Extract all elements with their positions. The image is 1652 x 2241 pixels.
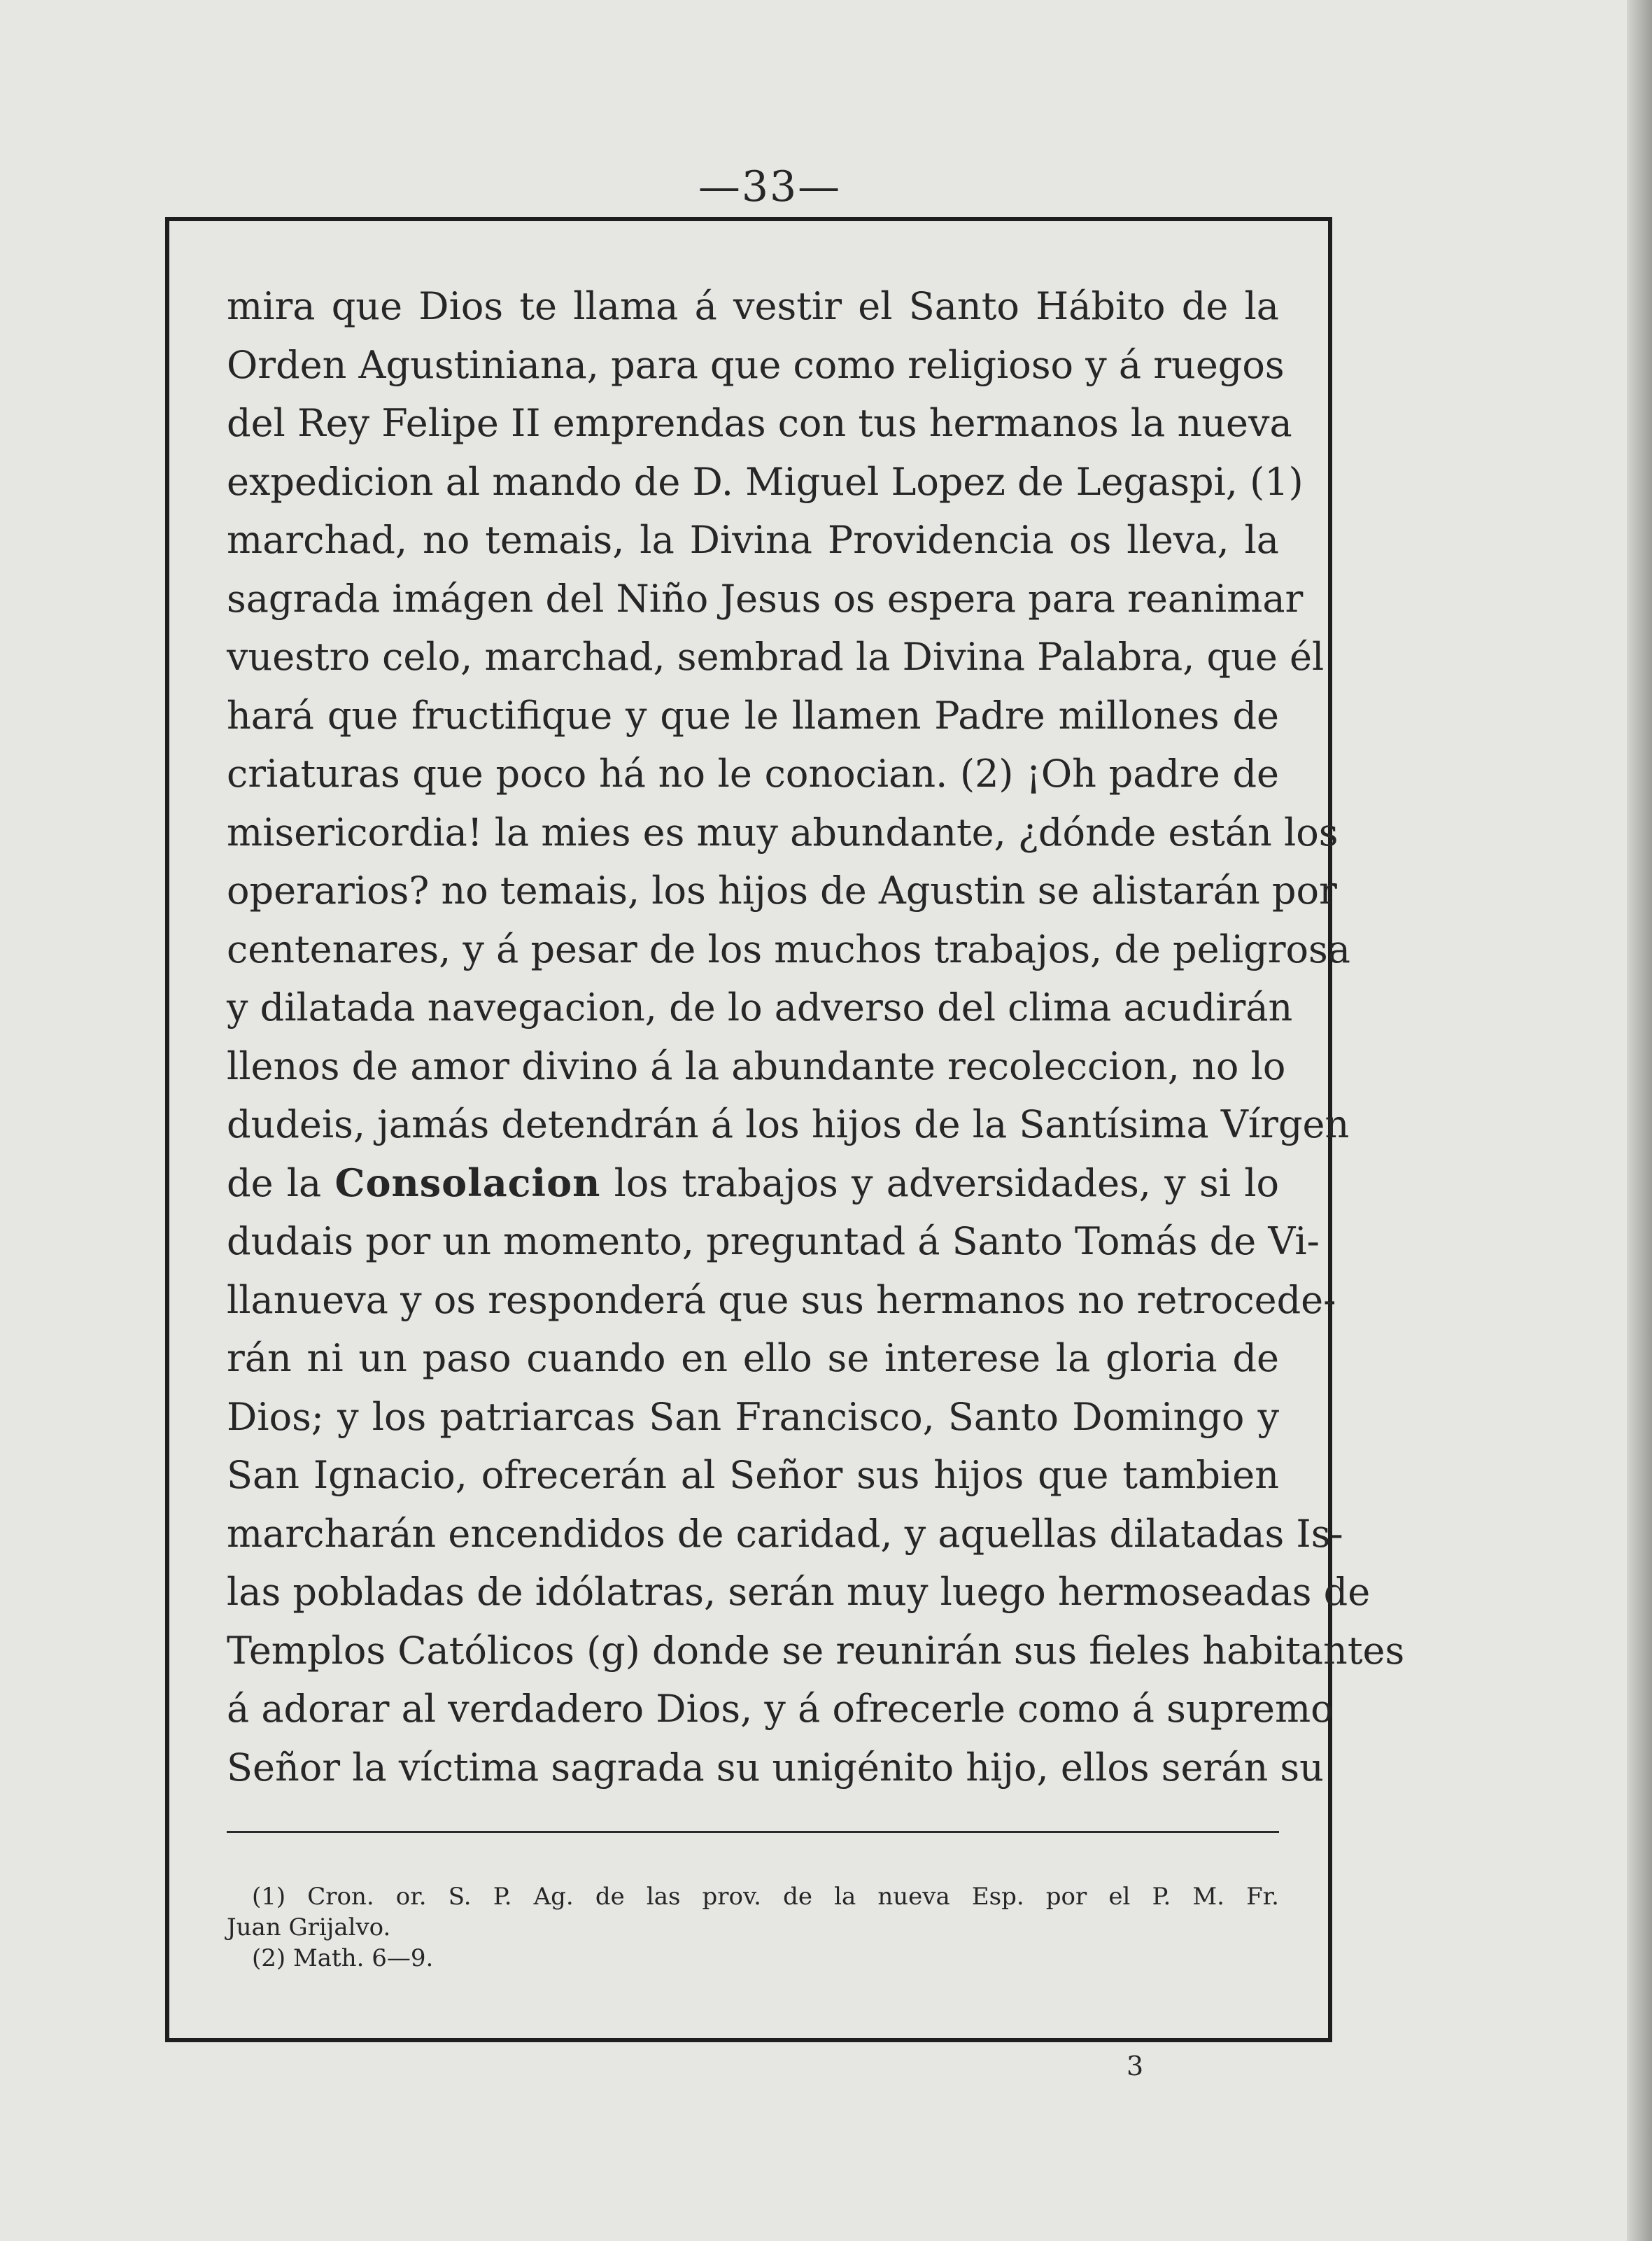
page-number: —33— [698,162,842,211]
text-line-26: Señor la víctima sagrada su unigénito hijo, ellos serán su [227,1745,1324,1790]
text-line-1: mira que Dios te llama á vestir el Santo Hábito de la [227,284,1279,328]
footnotes [227,1881,1279,1974]
footnote-2: (2) Math. 6—9. [252,1944,434,1972]
text-line-16-prefix: de la [227,1160,322,1205]
text-line-21: San Ignacio, ofrecerán al Señor sus hijos que tambien [227,1453,1279,1497]
text-line-10: misericordia! la mies es muy abundante, ¿dónde están los [227,810,1339,855]
footnote-1-line-2: Juan Grijalvo. [227,1913,391,1941]
emphasized-word-consolacion: Consolacion [334,1160,601,1205]
footnote-1-line-1: (1) Cron. or. S. P. Ag. de las prov. de la nueva Esp. por el P. M. Fr. [252,1883,1279,1911]
text-line-5: marchad, no temais, la Divina Providencia os lleva, la [227,518,1279,562]
text-line-20: Dios; y los patriarcas San Francisco, Santo Domingo y [227,1394,1279,1439]
text-line-14: llenos de amor divino á la abundante recoleccion, no lo [227,1044,1286,1088]
page-edge-shadow [1627,0,1652,2241]
text-line-23: las pobladas de idólatras, serán muy luego hermoseadas de [227,1570,1371,1614]
text-line-16-rest: los trabajos y adversidades, y si lo [614,1160,1279,1205]
text-line-8: hará que fructifique y que le llamen Padre millones de [227,693,1279,738]
text-line-4: expedicion al mando de D. Miguel Lopez de Legaspi, (1) [227,459,1304,504]
text-line-13: y dilatada navegacion, de lo adverso del clima acudirán [227,985,1293,1030]
text-line-12: centenares, y á pesar de los muchos trabajos, de peligrosa [227,927,1350,971]
text-line-6: sagrada imágen del Niño Jesus os espera para reanimar [227,576,1304,621]
text-line-11: operarios? no temais, los hijos de Agustin se alistarán por [227,869,1337,913]
text-line-9: criaturas que poco há no le conocian. (2) ¡Oh padre de [227,752,1279,796]
text-line-16 [227,1154,1279,1213]
text-line-17: dudais por un momento, preguntad á Santo Tomás de Vi- [227,1219,1320,1263]
text-line-18: llanueva y os responderá que sus hermanos no retrocede- [227,1277,1336,1322]
text-line-25: á adorar al verdadero Dios, y á ofrecerle como á supremo [227,1687,1334,1731]
body-text [227,277,1405,1796]
signature-mark: 3 [1127,2051,1144,2081]
text-line-24: Templos Católicos (g) donde se reunirán sus fieles habitantes [227,1628,1405,1673]
text-line-2: Orden Agustiniana, para que como religioso y á ruegos [227,342,1285,387]
text-line-3: del Rey Felipe II emprendas con tus hermanos la nueva [227,401,1292,445]
text-line-19: rán ni un paso cuando en ello se interese la gloria de [227,1336,1279,1380]
text-line-15: dudeis, jamás detendrán á los hijos de la Santísima Vírgen [227,1102,1350,1146]
text-line-7: vuestro celo, marchad, sembrad la Divina Palabra, que él [227,635,1325,679]
text-line-22: marcharán encendidos de caridad, y aquellas dilatadas Is- [227,1511,1343,1556]
footnote-divider [227,1831,1279,1833]
